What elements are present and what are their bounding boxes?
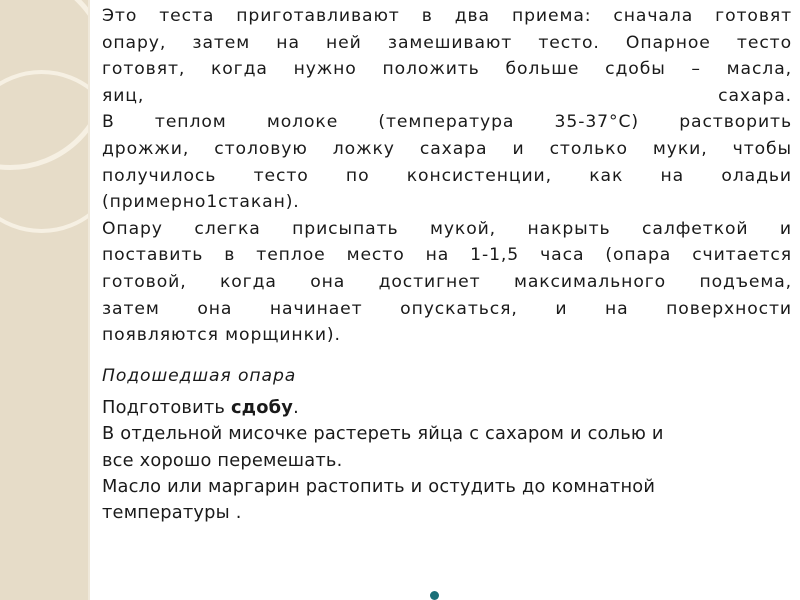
- step-prefix: Подготовить: [102, 396, 231, 418]
- steps-block: [102, 395, 792, 527]
- bullet-dot-icon: [430, 591, 439, 600]
- step-line-3: все хорошо перемешать.: [102, 449, 343, 471]
- paragraph-2-line-3: получилось тесто по консистенции, как на оладьи: [102, 165, 792, 186]
- slide-text-body: [102, 3, 792, 527]
- paragraph-3-line-3: готовой, когда она достигнет максимального подъема,: [102, 271, 792, 292]
- paragraph-3-line-4: затем она начинает опускаться, и на поверхности: [102, 298, 792, 319]
- paragraph-2-line-1: В теплом молоке (температура 35-37°С) растворить: [102, 112, 792, 133]
- step-line-1: [102, 395, 792, 421]
- step-line-4: Масло или маргарин растопить и остудить до комнатной: [102, 475, 656, 497]
- step-line-2: В отдельной мисочке растереть яйца с сахаром и солью и: [102, 423, 664, 445]
- step-line-5: температуры .: [102, 502, 242, 524]
- decorative-ring-small: [0, 70, 90, 233]
- sidebar-divider: [88, 0, 90, 600]
- paragraph-3-line-5: появляются морщинки).: [102, 325, 341, 346]
- paragraph-2-line-2: дрожжи, столовую ложку сахара и столько муки, чтобы: [102, 138, 792, 159]
- step-bold-word: сдобу: [230, 396, 294, 418]
- paragraph-1-line-2: опару, затем на ней замешивают тесто. Опарное тесто: [102, 32, 792, 53]
- step-suffix: .: [293, 396, 299, 418]
- decorative-sidebar: [0, 0, 90, 600]
- paragraph-1-line-3: готовят, когда нужно положить больше сдобы – масла,: [102, 59, 792, 80]
- paragraph-1-line-1: Это теста приготавливают в два приема: сначала готовят: [102, 6, 792, 26]
- paragraph-3-line-1: Опару слегка присыпать мукой, накрыть салфеткой и: [102, 218, 792, 239]
- paragraph-1-line-4: яиц, сахара.: [102, 85, 792, 106]
- paragraph-3-line-2: поставить в теплое место на 1-1,5 часа (опара считается: [102, 245, 792, 266]
- paragraph-2-line-4: (примерно1стакан).: [102, 192, 300, 213]
- caption-heading: Подошедшая опара: [102, 365, 297, 386]
